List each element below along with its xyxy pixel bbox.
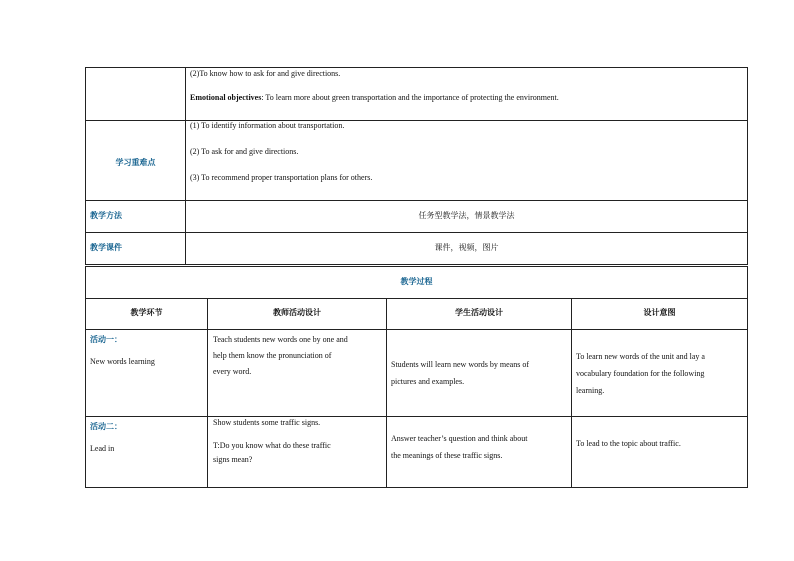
header-student [387, 299, 572, 330]
teacher-cell [208, 330, 387, 417]
header-intent [572, 299, 748, 330]
method-label-cell [86, 201, 186, 233]
emotional-label: Emotional objectives [190, 92, 262, 102]
header-step-text: 教学环节 [130, 308, 163, 317]
intent-line: To lead to the topic about traffic. [576, 439, 681, 448]
step-name: New words learning [90, 357, 155, 366]
key-point-2: (2) To ask for and give directions. [190, 146, 299, 156]
objectives-cell [186, 68, 748, 121]
teacher-cell [208, 417, 387, 488]
header-student-text: 学生活动设计 [455, 308, 503, 317]
intent-cell [572, 330, 748, 417]
teacher-line: T:Do you know what do these traffic [213, 440, 331, 450]
process-table [85, 266, 748, 488]
table-row [86, 417, 748, 488]
student-line: pictures and examples. [391, 377, 465, 386]
step-label: 活动一： [90, 335, 122, 344]
header-intent-text: 设计意图 [643, 308, 676, 317]
method-value: 任务型教学法，情景教学法 [418, 211, 515, 220]
media-value: 课件，视频，图片 [434, 243, 499, 252]
table-row [86, 330, 748, 417]
process-title-cell [86, 267, 748, 299]
key-points-label: 学习重难点 [115, 157, 156, 167]
process-title: 教学过程 [400, 277, 433, 286]
objective-2: (2)To know how to ask for and give directions. [190, 69, 341, 78]
intent-line: learning. [576, 385, 605, 395]
empty-label-cell [86, 68, 186, 121]
header-step [86, 299, 208, 330]
step-cell [86, 330, 208, 417]
emotional-objectives [190, 93, 747, 104]
step-name: Lead in [90, 444, 115, 453]
header-teacher-text: 教师活动设计 [273, 308, 321, 317]
teacher-line: help them know the pronunciation of [213, 351, 332, 360]
teacher-line: every word. [213, 367, 252, 376]
intent-line: To learn new words of the unit and lay a [576, 351, 705, 361]
method-value-cell [186, 201, 748, 233]
student-line: Answer teacher’s question and think about [391, 434, 528, 443]
step-cell [86, 417, 208, 488]
teacher-line: Teach students new words one by one and [213, 335, 348, 344]
student-line: Students will learn new words by means of [391, 360, 529, 369]
media-value-cell [186, 233, 748, 265]
header-teacher [208, 299, 387, 330]
key-point-1: (1) To identify information about transportation. [190, 121, 345, 130]
key-points-label-cell [86, 121, 186, 201]
key-point-3: (3) To recommend proper transportation plans for others. [190, 172, 373, 182]
student-cell [387, 330, 572, 417]
media-label-cell [86, 233, 186, 265]
step-label: 活动二： [90, 422, 122, 431]
teacher-line: Show students some traffic signs. [213, 418, 321, 427]
student-line: the meanings of these traffic signs. [391, 451, 503, 460]
media-label: 教学课件 [90, 243, 122, 252]
intent-cell [572, 417, 748, 488]
teacher-line: signs mean? [213, 454, 253, 464]
method-label: 教学方法 [90, 211, 122, 220]
key-points-cell [186, 121, 748, 201]
emotional-text: : To learn more about green transportation and the importance of protecting the environment. [261, 92, 559, 102]
upper-table [85, 67, 748, 265]
student-cell [387, 417, 572, 488]
intent-line: vocabulary foundation for the following [576, 368, 705, 378]
